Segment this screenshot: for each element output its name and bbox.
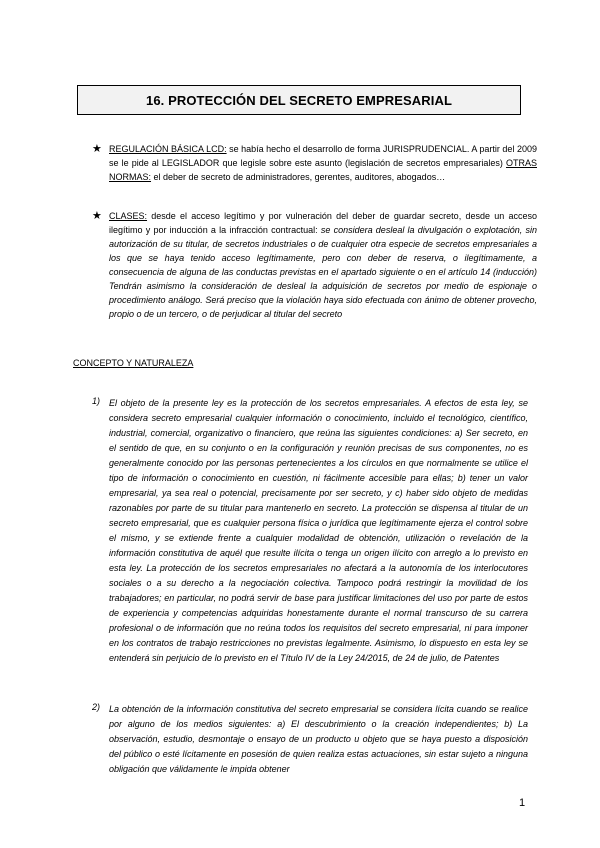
paragraph-number: 1) [92, 396, 101, 406]
page-title: 16. PROTECCIÓN DEL SECRETO EMPRESARIAL [146, 92, 452, 108]
page-title-box [77, 85, 521, 115]
bullet-clases [92, 209, 537, 321]
bullet-label: REGULACIÓN BÁSICA LCD: [109, 144, 227, 154]
bullet-label: CLASES: [109, 211, 148, 221]
bullet-text [109, 142, 537, 184]
numbered-paragraph-1 [92, 396, 528, 666]
bullet-body: desde el acceso legítimo y por vulneración del deber de guardar secreto, desde un acceso ilegítimo y por inducción a la infracción contractual: [109, 211, 537, 235]
bullet-text [109, 209, 537, 321]
bullet-body-2: el deber de secreto de administradores, gerentes, auditores, abogados… [151, 172, 446, 182]
star-icon: ★ [92, 210, 102, 222]
numbered-paragraph-2 [92, 702, 528, 777]
star-icon: ★ [92, 143, 102, 155]
bullet-body: se había hecho el desarrollo de forma JURISPRUDENCIAL. A partir del 2009 se le pide al LEGISLADOR que legisle sobre este asunto (legislación de secretos empresariales) [109, 144, 537, 168]
bullet-regulacion [92, 142, 537, 184]
bullet-italic: se considera desleal la divulgación o explotación, sin autorización de su titular, de secretos industriales o de cualquier otra especie de secretos empresariales a los que se haya tenido acceso legítimamente, pero con deber de reserva, o ilegítimamente, a consecuencia de alguna de las conductas previstas en el apartado siguiente o en el artículo 14 (inducción) Tendrán asimismo la consideración de desleal la adquisición de secretos por medio de espionaje o procedimiento análogo. Será preciso que la violación haya sido efectuada con ánimo de obtener provecho, propio o de un tercero, o de perjudicar al titular del secreto [109, 225, 537, 319]
page-number: 1 [519, 797, 526, 809]
paragraph-number: 2) [92, 702, 101, 712]
bullet-label-2: OTRAS NORMAS: [109, 158, 537, 182]
paragraph-text: El objeto de la presente ley es la protección de los secretos empresariales. A efectos de esta ley, se considera secreto empresarial cualquier información o conocimiento, incluido el tecnológico, científico, industrial, comercial, organizativo o financiero, que reúna las siguientes condiciones: a) Ser secreto, en el sentido de que, en su conjunto o en la configuración y reunión precisas de sus componentes, no es generalmente conocido por las personas pertenecientes a los círculos en que normalmente se utilice el tipo de información o conocimiento en cuestión, ni fácilmente accesible para ellas; b) tener un valor empresarial, ya sea real o potencial, precisamente por ser secreto, y c) haber sido objeto de medidas razonables por parte de su titular para mantenerlo en secreto. La protección se dispensa al titular de un secreto empresarial, que es cualquier persona física o jurídica que legítimamente ejerza el control sobre el mismo, y se extiende frente a cualquier modalidad de obtención, utilización o revelación de la información constitutiva de aquél que resulte ilícita o tenga un origen ilícito con arreglo a lo previsto en esta ley. La protección de los secretos empresariales no afectará a la autonomía de los interlocutores sociales o a su derecho a la negociación colectiva. Tampoco podrá restringir la movilidad de los trabajadores; en particular, no podrá servir de base para justificar limitaciones del uso por parte de estos de experiencia y competencias adquiridas honestamente durante el normal transcurso de su carrera profesional o de información que no reúna todos los requisitos del secreto empresarial, ni para imponer en los contratos de trabajo restricciones no previstas legalmente. Asimismo, lo dispuesto en esta ley se entenderá sin perjuicio de lo previsto en el Título IV de la Ley 24/2015, de 24 de julio, de Patentes [109, 398, 528, 663]
section-heading: CONCEPTO Y NATURALEZA [73, 358, 194, 368]
paragraph-text: La obtención de la información constitutiva del secreto empresarial se considera lícita cuando se realice por alguno de los medios siguientes: a) El descubrimiento o la creación independientes; b) La observación, estudio, desmontaje o ensayo de un producto u objeto que se haya puesto a disposición del público o esté lícitamente en posesión de quien realiza estas actuaciones, sin estar sujeto a ninguna obligación que válidamente le impida obtener [109, 704, 528, 774]
